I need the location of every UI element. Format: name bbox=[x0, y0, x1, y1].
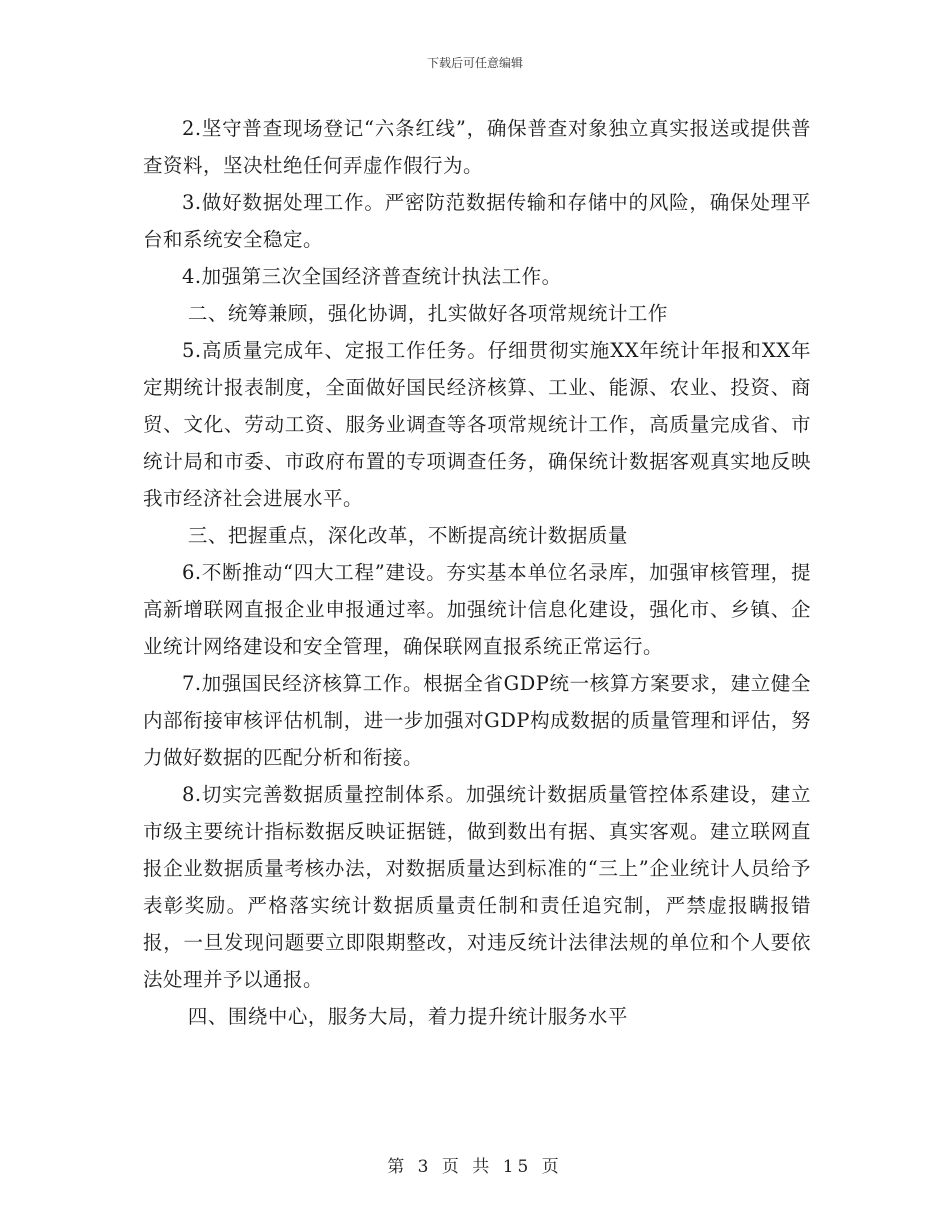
paragraph-item-7: 7.加强国民经济核算工作。根据全省GDP统一核算方案要求，建立健全内部衔接审核评估机制，进一步加强对GDP构成数据的质量管理和评估，努力做好数据的匹配分析和衔接。 bbox=[143, 672, 811, 769]
section-heading-4: 四、围绕中心，服务大局，着力提升统计服务水平 bbox=[187, 1005, 628, 1028]
paragraph-item-3: 3.做好数据处理工作。严密防范数据传输和存储中的风险，确保处理平台和系统安全稳定。 bbox=[143, 191, 811, 251]
paragraph-item-8: 8.切实完善数据质量控制体系。加强统计数据质量管控体系建设，建立市级主要统计指标数据反映证据链，做到数出有据、真实客观。建立联网直报企业数据质量考核办法，对数据质量达到标准的“三上”企业统计人员给予表彰奖励。严格落实统计数据质量责任制和责任追究制，严禁虚报瞒报错报，一旦发现问题要立即限期整改，对违反统计法律法规的单位和个人要依法处理并予以通报。 bbox=[143, 783, 811, 991]
paragraph-item-2: 2.坚守普查现场登记“六条红线”，确保普查对象独立真实报送或提供普查资料，坚决杜绝任何弄虚作假行为。 bbox=[143, 117, 811, 177]
section-heading-3: 三、把握重点，深化改革，不断提高统计数据质量 bbox=[187, 524, 628, 547]
page-number: 第 3 页 共 15 页 bbox=[387, 1157, 563, 1177]
paragraph-item-5: 5.高质量完成年、定报工作任务。仔细贯彻实施XX年统计年报和XX年定期统计报表制度，全面做好国民经济核算、工业、能源、农业、投资、商贸、文化、劳动工资、服务业调查等各项常规统计工作，高质量完成省、市统计局和市委、市政府布置的专项调查任务，确保统计数据客观真实地反映我市经济社会进展水平。 bbox=[143, 339, 811, 510]
section-heading-2: 二、统筹兼顾，强化协调，扎实做好各项常规统计工作 bbox=[187, 302, 668, 325]
document-body bbox=[143, 110, 811, 1035]
paragraph-item-6: 6.不断推动“四大工程”建设。夯实基本单位名录库，加强审核管理，提高新增联网直报企业申报通过率。加强统计信息化建设，强化市、乡镇、企业统计网络建设和安全管理，确保联网直报系统正常运行。 bbox=[143, 561, 811, 658]
header-note: 下载后可任意编辑 bbox=[426, 56, 523, 70]
paragraph-item-4: 4.加强第三次全国经济普查统计执法工作。 bbox=[182, 265, 562, 288]
